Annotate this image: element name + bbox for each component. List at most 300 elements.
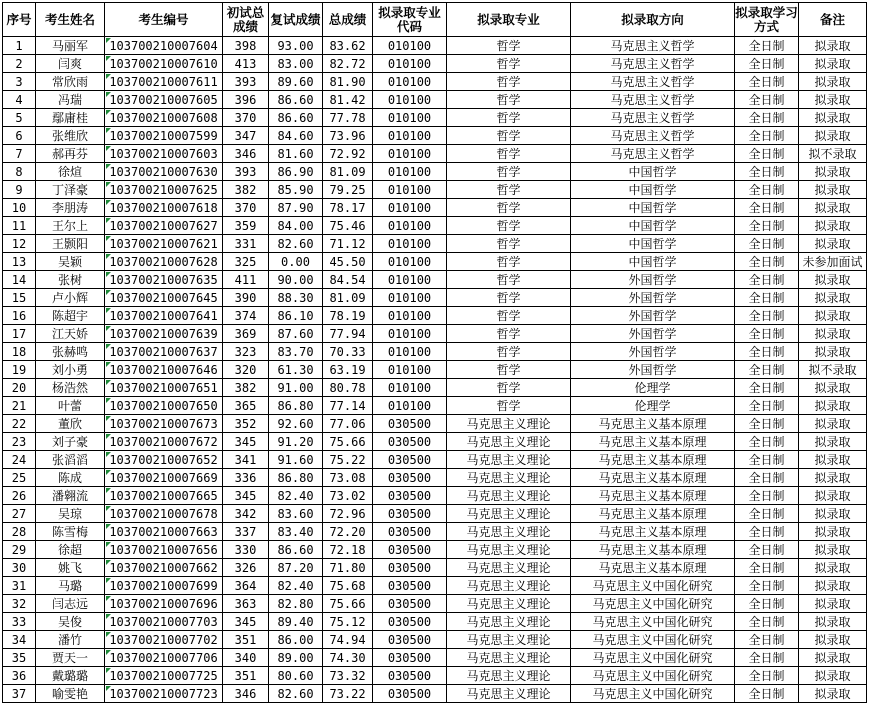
cell-study-mode: 全日制 xyxy=(735,649,799,667)
cell-major: 马克思主义理论 xyxy=(447,685,571,703)
cell-name: 吴颖 xyxy=(36,253,105,271)
cell-major: 马克思主义理论 xyxy=(447,469,571,487)
cell-direction: 马克思主义基本原理 xyxy=(571,469,735,487)
cell-remark: 拟录取 xyxy=(799,271,867,289)
cell-study-mode: 全日制 xyxy=(735,469,799,487)
cell-name: 叶蕾 xyxy=(36,397,105,415)
cell-total-score: 75.12 xyxy=(323,613,373,631)
table-row xyxy=(3,37,867,55)
cell-initial-score: 398 xyxy=(223,37,269,55)
cell-name: 丁泽豪 xyxy=(36,181,105,199)
cell-direction: 外国哲学 xyxy=(571,343,735,361)
cell-initial-score: 331 xyxy=(223,235,269,253)
cell-remark: 拟录取 xyxy=(799,541,867,559)
cell-retest-score: 85.90 xyxy=(269,181,323,199)
cell-name: 吴琼 xyxy=(36,505,105,523)
cell-major: 马克思主义理论 xyxy=(447,433,571,451)
cell-initial-score: 359 xyxy=(223,217,269,235)
cell-direction: 马克思主义哲学 xyxy=(571,73,735,91)
cell-index: 5 xyxy=(3,109,36,127)
cell-major-code: 010100 xyxy=(373,127,447,145)
cell-major: 哲学 xyxy=(447,181,571,199)
cell-initial-score: 346 xyxy=(223,145,269,163)
cell-major-code: 030500 xyxy=(373,469,447,487)
cell-name: 潘翱流 xyxy=(36,487,105,505)
cell-direction: 中国哲学 xyxy=(571,199,735,217)
cell-candidate-id: 103700210007604 xyxy=(105,37,223,55)
cell-candidate-id: 103700210007625 xyxy=(105,181,223,199)
cell-major: 哲学 xyxy=(447,109,571,127)
cell-index: 35 xyxy=(3,649,36,667)
cell-direction: 马克思主义哲学 xyxy=(571,55,735,73)
cell-study-mode: 全日制 xyxy=(735,523,799,541)
cell-major: 哲学 xyxy=(447,145,571,163)
cell-remark: 拟录取 xyxy=(799,91,867,109)
header-remark: 备注 xyxy=(799,3,867,37)
cell-index: 14 xyxy=(3,271,36,289)
cell-major: 马克思主义理论 xyxy=(447,577,571,595)
cell-index: 11 xyxy=(3,217,36,235)
cell-candidate-id: 103700210007699 xyxy=(105,577,223,595)
cell-retest-score: 86.80 xyxy=(269,397,323,415)
cell-retest-score: 83.70 xyxy=(269,343,323,361)
cell-initial-score: 346 xyxy=(223,685,269,703)
cell-candidate-id: 103700210007628 xyxy=(105,253,223,271)
cell-study-mode: 全日制 xyxy=(735,685,799,703)
cell-retest-score: 86.00 xyxy=(269,631,323,649)
cell-remark: 拟录取 xyxy=(799,235,867,253)
cell-remark: 拟录取 xyxy=(799,685,867,703)
cell-index: 28 xyxy=(3,523,36,541)
cell-index: 16 xyxy=(3,307,36,325)
cell-name: 刘小勇 xyxy=(36,361,105,379)
cell-candidate-id: 103700210007650 xyxy=(105,397,223,415)
cell-retest-score: 82.60 xyxy=(269,685,323,703)
cell-retest-score: 87.60 xyxy=(269,325,323,343)
cell-candidate-id: 103700210007703 xyxy=(105,613,223,631)
cell-major: 马克思主义理论 xyxy=(447,451,571,469)
cell-total-score: 75.68 xyxy=(323,577,373,595)
cell-candidate-id: 103700210007651 xyxy=(105,379,223,397)
cell-retest-score: 93.00 xyxy=(269,37,323,55)
cell-major: 哲学 xyxy=(447,73,571,91)
header-index: 序号 xyxy=(3,3,36,37)
cell-major-code: 010100 xyxy=(373,343,447,361)
admission-table xyxy=(2,2,867,703)
cell-index: 31 xyxy=(3,577,36,595)
cell-retest-score: 90.00 xyxy=(269,271,323,289)
cell-retest-score: 86.60 xyxy=(269,91,323,109)
cell-major-code: 010100 xyxy=(373,55,447,73)
cell-direction: 马克思主义哲学 xyxy=(571,109,735,127)
cell-major-code: 030500 xyxy=(373,451,447,469)
cell-retest-score: 92.60 xyxy=(269,415,323,433)
cell-direction: 马克思主义中国化研究 xyxy=(571,595,735,613)
cell-name: 鄢庸桂 xyxy=(36,109,105,127)
table-row xyxy=(3,289,867,307)
cell-index: 24 xyxy=(3,451,36,469)
cell-major: 马克思主义理论 xyxy=(447,667,571,685)
table-row xyxy=(3,109,867,127)
cell-candidate-id: 103700210007673 xyxy=(105,415,223,433)
cell-name: 陈超宇 xyxy=(36,307,105,325)
cell-remark: 拟录取 xyxy=(799,577,867,595)
cell-total-score: 73.32 xyxy=(323,667,373,685)
header-major: 拟录取专业 xyxy=(447,3,571,37)
cell-name: 闫爽 xyxy=(36,55,105,73)
cell-index: 1 xyxy=(3,37,36,55)
table-row xyxy=(3,91,867,109)
table-row xyxy=(3,505,867,523)
cell-candidate-id: 103700210007652 xyxy=(105,451,223,469)
cell-initial-score: 345 xyxy=(223,613,269,631)
cell-major-code: 010100 xyxy=(373,397,447,415)
cell-candidate-id: 103700210007645 xyxy=(105,289,223,307)
cell-retest-score: 83.60 xyxy=(269,505,323,523)
table-row xyxy=(3,523,867,541)
table-row xyxy=(3,307,867,325)
cell-initial-score: 390 xyxy=(223,289,269,307)
cell-study-mode: 全日制 xyxy=(735,343,799,361)
cell-study-mode: 全日制 xyxy=(735,505,799,523)
cell-major: 哲学 xyxy=(447,37,571,55)
cell-initial-score: 382 xyxy=(223,379,269,397)
cell-retest-score: 80.60 xyxy=(269,667,323,685)
cell-major: 哲学 xyxy=(447,307,571,325)
cell-total-score: 45.50 xyxy=(323,253,373,271)
cell-index: 6 xyxy=(3,127,36,145)
cell-major-code: 010100 xyxy=(373,199,447,217)
cell-direction: 马克思主义基本原理 xyxy=(571,523,735,541)
cell-total-score: 81.09 xyxy=(323,289,373,307)
cell-major: 哲学 xyxy=(447,235,571,253)
cell-remark: 拟录取 xyxy=(799,415,867,433)
cell-retest-score: 83.40 xyxy=(269,523,323,541)
cell-retest-score: 84.60 xyxy=(269,127,323,145)
cell-total-score: 80.78 xyxy=(323,379,373,397)
cell-direction: 马克思主义基本原理 xyxy=(571,505,735,523)
cell-study-mode: 全日制 xyxy=(735,199,799,217)
table-row xyxy=(3,469,867,487)
cell-candidate-id: 103700210007641 xyxy=(105,307,223,325)
cell-remark: 拟录取 xyxy=(799,559,867,577)
cell-major-code: 030500 xyxy=(373,541,447,559)
cell-initial-score: 365 xyxy=(223,397,269,415)
cell-total-score: 63.19 xyxy=(323,361,373,379)
cell-name: 戴璐璐 xyxy=(36,667,105,685)
cell-index: 4 xyxy=(3,91,36,109)
cell-initial-score: 363 xyxy=(223,595,269,613)
table-row xyxy=(3,685,867,703)
cell-initial-score: 396 xyxy=(223,91,269,109)
cell-initial-score: 374 xyxy=(223,307,269,325)
cell-total-score: 78.19 xyxy=(323,307,373,325)
cell-candidate-id: 103700210007627 xyxy=(105,217,223,235)
cell-major-code: 010100 xyxy=(373,379,447,397)
cell-study-mode: 全日制 xyxy=(735,559,799,577)
cell-initial-score: 341 xyxy=(223,451,269,469)
cell-retest-score: 88.30 xyxy=(269,289,323,307)
cell-index: 18 xyxy=(3,343,36,361)
cell-direction: 马克思主义中国化研究 xyxy=(571,649,735,667)
cell-retest-score: 86.60 xyxy=(269,541,323,559)
table-row xyxy=(3,397,867,415)
cell-total-score: 81.09 xyxy=(323,163,373,181)
header-row xyxy=(3,3,867,37)
cell-name: 徐煊 xyxy=(36,163,105,181)
cell-index: 36 xyxy=(3,667,36,685)
cell-major-code: 010100 xyxy=(373,217,447,235)
cell-major-code: 030500 xyxy=(373,577,447,595)
cell-total-score: 77.94 xyxy=(323,325,373,343)
table-row xyxy=(3,199,867,217)
cell-name: 卢小辉 xyxy=(36,289,105,307)
cell-direction: 马克思主义基本原理 xyxy=(571,541,735,559)
cell-major: 马克思主义理论 xyxy=(447,613,571,631)
cell-index: 2 xyxy=(3,55,36,73)
cell-initial-score: 413 xyxy=(223,55,269,73)
cell-index: 30 xyxy=(3,559,36,577)
cell-direction: 中国哲学 xyxy=(571,163,735,181)
cell-major-code: 010100 xyxy=(373,163,447,181)
cell-direction: 中国哲学 xyxy=(571,181,735,199)
cell-study-mode: 全日制 xyxy=(735,55,799,73)
cell-study-mode: 全日制 xyxy=(735,379,799,397)
cell-major: 哲学 xyxy=(447,325,571,343)
cell-direction: 马克思主义基本原理 xyxy=(571,559,735,577)
cell-candidate-id: 103700210007646 xyxy=(105,361,223,379)
cell-retest-score: 82.60 xyxy=(269,235,323,253)
cell-retest-score: 84.00 xyxy=(269,217,323,235)
header-study-mode: 拟录取学习方式 xyxy=(735,3,799,37)
cell-remark: 拟录取 xyxy=(799,73,867,91)
cell-candidate-id: 103700210007663 xyxy=(105,523,223,541)
cell-candidate-id: 103700210007678 xyxy=(105,505,223,523)
cell-major: 哲学 xyxy=(447,397,571,415)
cell-total-score: 84.54 xyxy=(323,271,373,289)
cell-major: 哲学 xyxy=(447,55,571,73)
cell-index: 29 xyxy=(3,541,36,559)
cell-direction: 外国哲学 xyxy=(571,361,735,379)
cell-study-mode: 全日制 xyxy=(735,325,799,343)
cell-study-mode: 全日制 xyxy=(735,217,799,235)
cell-remark: 拟录取 xyxy=(799,127,867,145)
cell-total-score: 77.06 xyxy=(323,415,373,433)
cell-initial-score: 345 xyxy=(223,433,269,451)
cell-total-score: 77.78 xyxy=(323,109,373,127)
cell-major: 哲学 xyxy=(447,253,571,271)
cell-remark: 拟录取 xyxy=(799,37,867,55)
cell-direction: 中国哲学 xyxy=(571,253,735,271)
cell-total-score: 75.46 xyxy=(323,217,373,235)
cell-name: 冯瑞 xyxy=(36,91,105,109)
cell-direction: 中国哲学 xyxy=(571,235,735,253)
cell-major: 马克思主义理论 xyxy=(447,559,571,577)
cell-total-score: 73.02 xyxy=(323,487,373,505)
cell-initial-score: 364 xyxy=(223,577,269,595)
cell-candidate-id: 103700210007603 xyxy=(105,145,223,163)
cell-remark: 拟录取 xyxy=(799,55,867,73)
cell-candidate-id: 103700210007662 xyxy=(105,559,223,577)
cell-candidate-id: 103700210007610 xyxy=(105,55,223,73)
cell-major: 哲学 xyxy=(447,271,571,289)
table-row xyxy=(3,253,867,271)
cell-total-score: 74.94 xyxy=(323,631,373,649)
cell-major: 马克思主义理论 xyxy=(447,649,571,667)
cell-initial-score: 336 xyxy=(223,469,269,487)
cell-candidate-id: 103700210007656 xyxy=(105,541,223,559)
cell-major: 马克思主义理论 xyxy=(447,415,571,433)
header-initial-score: 初试总成绩 xyxy=(223,3,269,37)
cell-remark: 拟录取 xyxy=(799,397,867,415)
cell-major-code: 030500 xyxy=(373,667,447,685)
cell-study-mode: 全日制 xyxy=(735,253,799,271)
cell-major-code: 010100 xyxy=(373,91,447,109)
cell-remark: 拟录取 xyxy=(799,667,867,685)
cell-remark: 拟录取 xyxy=(799,505,867,523)
table-row xyxy=(3,451,867,469)
cell-major: 马克思主义理论 xyxy=(447,631,571,649)
cell-name: 张滔滔 xyxy=(36,451,105,469)
table-row xyxy=(3,145,867,163)
cell-remark: 拟录取 xyxy=(799,181,867,199)
table-header xyxy=(3,3,867,37)
cell-candidate-id: 103700210007706 xyxy=(105,649,223,667)
header-direction: 拟录取方向 xyxy=(571,3,735,37)
cell-major: 哲学 xyxy=(447,379,571,397)
cell-remark: 拟录取 xyxy=(799,379,867,397)
cell-candidate-id: 103700210007630 xyxy=(105,163,223,181)
cell-total-score: 72.18 xyxy=(323,541,373,559)
cell-name: 陈成 xyxy=(36,469,105,487)
table-row xyxy=(3,73,867,91)
cell-index: 27 xyxy=(3,505,36,523)
table-row xyxy=(3,379,867,397)
cell-total-score: 72.20 xyxy=(323,523,373,541)
table-row xyxy=(3,163,867,181)
cell-total-score: 71.80 xyxy=(323,559,373,577)
cell-candidate-id: 103700210007696 xyxy=(105,595,223,613)
cell-retest-score: 61.30 xyxy=(269,361,323,379)
cell-direction: 马克思主义哲学 xyxy=(571,127,735,145)
cell-direction: 马克思主义基本原理 xyxy=(571,415,735,433)
cell-initial-score: 337 xyxy=(223,523,269,541)
cell-retest-score: 82.80 xyxy=(269,595,323,613)
cell-study-mode: 全日制 xyxy=(735,163,799,181)
cell-study-mode: 全日制 xyxy=(735,595,799,613)
table-row xyxy=(3,541,867,559)
table-row xyxy=(3,55,867,73)
cell-retest-score: 81.60 xyxy=(269,145,323,163)
cell-direction: 外国哲学 xyxy=(571,271,735,289)
cell-study-mode: 全日制 xyxy=(735,91,799,109)
cell-total-score: 79.25 xyxy=(323,181,373,199)
cell-direction: 马克思主义中国化研究 xyxy=(571,613,735,631)
cell-index: 26 xyxy=(3,487,36,505)
cell-retest-score: 83.00 xyxy=(269,55,323,73)
cell-candidate-id: 103700210007635 xyxy=(105,271,223,289)
header-major-code: 拟录取专业代码 xyxy=(373,3,447,37)
cell-index: 9 xyxy=(3,181,36,199)
cell-remark: 拟录取 xyxy=(799,325,867,343)
cell-major: 哲学 xyxy=(447,127,571,145)
cell-candidate-id: 103700210007639 xyxy=(105,325,223,343)
cell-retest-score: 91.20 xyxy=(269,433,323,451)
cell-major: 哲学 xyxy=(447,91,571,109)
cell-index: 32 xyxy=(3,595,36,613)
cell-name: 江天娇 xyxy=(36,325,105,343)
cell-candidate-id: 103700210007608 xyxy=(105,109,223,127)
cell-name: 董欣 xyxy=(36,415,105,433)
cell-direction: 马克思主义哲学 xyxy=(571,37,735,55)
table-row xyxy=(3,595,867,613)
cell-direction: 马克思主义中国化研究 xyxy=(571,667,735,685)
cell-candidate-id: 103700210007618 xyxy=(105,199,223,217)
cell-name: 王颢阳 xyxy=(36,235,105,253)
cell-index: 8 xyxy=(3,163,36,181)
cell-major-code: 010100 xyxy=(373,307,447,325)
cell-remark: 未参加面试 xyxy=(799,253,867,271)
cell-remark: 拟录取 xyxy=(799,199,867,217)
cell-direction: 马克思主义基本原理 xyxy=(571,451,735,469)
cell-major-code: 010100 xyxy=(373,253,447,271)
cell-major: 哲学 xyxy=(447,361,571,379)
cell-index: 17 xyxy=(3,325,36,343)
table-row xyxy=(3,577,867,595)
cell-study-mode: 全日制 xyxy=(735,433,799,451)
cell-direction: 马克思主义中国化研究 xyxy=(571,577,735,595)
cell-study-mode: 全日制 xyxy=(735,487,799,505)
cell-name: 常欣雨 xyxy=(36,73,105,91)
cell-name: 徐超 xyxy=(36,541,105,559)
cell-retest-score: 89.00 xyxy=(269,649,323,667)
cell-study-mode: 全日制 xyxy=(735,415,799,433)
cell-retest-score: 0.00 xyxy=(269,253,323,271)
cell-initial-score: 326 xyxy=(223,559,269,577)
cell-name: 潘竹 xyxy=(36,631,105,649)
cell-major-code: 010100 xyxy=(373,325,447,343)
cell-candidate-id: 103700210007611 xyxy=(105,73,223,91)
cell-name: 贾天一 xyxy=(36,649,105,667)
cell-major: 马克思主义理论 xyxy=(447,541,571,559)
cell-index: 23 xyxy=(3,433,36,451)
cell-direction: 伦理学 xyxy=(571,397,735,415)
cell-major-code: 030500 xyxy=(373,613,447,631)
cell-name: 喻雯艳 xyxy=(36,685,105,703)
cell-major: 哲学 xyxy=(447,217,571,235)
cell-direction: 马克思主义中国化研究 xyxy=(571,631,735,649)
cell-retest-score: 91.60 xyxy=(269,451,323,469)
cell-major-code: 010100 xyxy=(373,37,447,55)
table-row xyxy=(3,235,867,253)
cell-candidate-id: 103700210007621 xyxy=(105,235,223,253)
cell-direction: 马克思主义基本原理 xyxy=(571,487,735,505)
cell-candidate-id: 103700210007725 xyxy=(105,667,223,685)
header-retest-score: 复试成绩 xyxy=(269,3,323,37)
cell-initial-score: 351 xyxy=(223,631,269,649)
cell-total-score: 73.08 xyxy=(323,469,373,487)
cell-direction: 伦理学 xyxy=(571,379,735,397)
cell-study-mode: 全日制 xyxy=(735,613,799,631)
header-total-score: 总成绩 xyxy=(323,3,373,37)
cell-retest-score: 82.40 xyxy=(269,577,323,595)
cell-major-code: 030500 xyxy=(373,415,447,433)
cell-major-code: 030500 xyxy=(373,631,447,649)
cell-remark: 拟录取 xyxy=(799,613,867,631)
cell-major: 马克思主义理论 xyxy=(447,595,571,613)
cell-initial-score: 393 xyxy=(223,73,269,91)
cell-study-mode: 全日制 xyxy=(735,145,799,163)
